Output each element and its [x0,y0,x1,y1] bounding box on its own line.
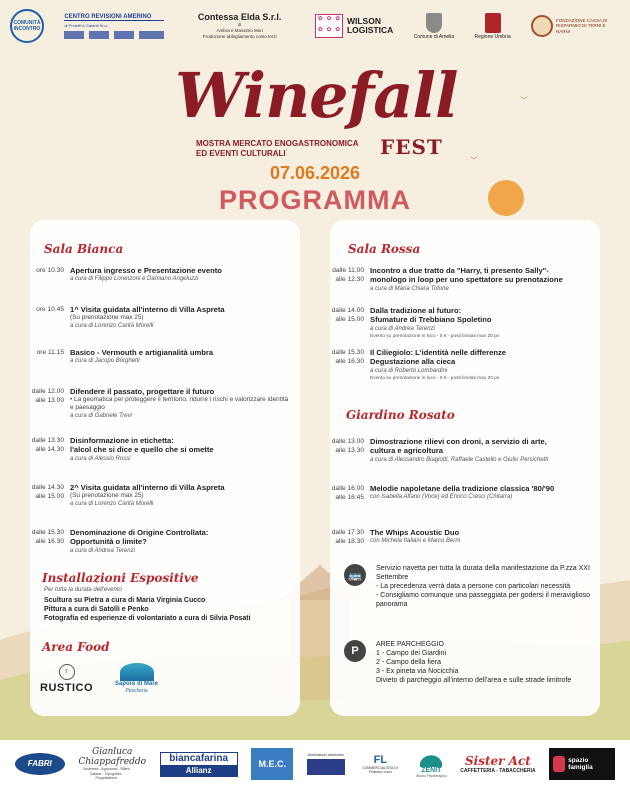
event-time: dalle 15.30 alle 16.30 [331,349,364,365]
installazione-item: Fotografia ed esperienze di volontariato a cura di Silvia Posati [44,615,251,622]
parcheggio-note: Divieto di parcheggio all'interno dell'area e sulle strade limitrofe [376,677,572,684]
rustico-logo [40,664,93,694]
sapore-label: Sapore di Mare [115,681,159,687]
sponsor-sister-act [460,755,535,774]
bianca-line2: Allianz [161,765,237,776]
parcheggio-text [376,640,591,685]
sponsor-fondazione [531,15,620,37]
event-title: 1^ Visita guidata all'interno di Villa Aspreta [70,305,225,314]
program-title: PROGRAMMA [219,185,411,215]
wilson-line2: LOGISTICA [346,25,394,35]
area-food-title: Area Food [42,640,110,654]
event-title: Incontro a due tratto da "Harry, ti presento Sally"- [370,266,549,275]
event-title: Basico - Vermouth e artigianalità umbra [70,348,214,357]
bus-icon: 🚌 [344,564,366,586]
event-by: con Michela Italiani e Marco Berni [370,538,461,545]
parking-icon: P [344,640,366,662]
schedule-item [30,387,292,421]
ambul-logo-icon [307,759,345,775]
schedule-item [330,484,596,502]
subtitle-line2: ED EVENTI CULTURALI [196,149,286,158]
event-note: • La geomatica per proteggere il territorio, ridurre i rischi e valorizzare identità e paesaggio [70,396,289,412]
installazioni-title: Installazioni Espositive [42,571,199,585]
event-by: a cura di Filippo Lorenzoni e Damiano Angeluzzi [70,276,199,283]
fondazione-label: FONDAZIONE CASSA DI RISPARMIO DI TERNI E NARNI [555,17,608,34]
sponsor-chiappafreddo [78,747,146,781]
event-title: Difendere il passato, progettare il futuro [70,387,215,396]
sapore-logo [115,663,158,694]
crc-sub: di Proietti & Galanti Sn.c [64,22,108,28]
sister-line2: CAFFETTERIA - TABACCHERIA [460,767,536,774]
rustico-mark-icon: r [59,664,75,680]
event-time: dalle 12.00 alle 13.00 [31,388,64,404]
sponsor-biancafarina [160,752,238,777]
wilson-logo-icon: ✿ ✿ ✿ ✿ ✿ ✿ [315,14,343,38]
sponsor-fl [358,754,402,775]
event-time: dalle 11.00 alle 12.30 [332,267,364,283]
comune-label: Comune di Amelia [413,33,455,40]
top-sponsors [10,6,620,46]
lotus-icon [420,751,442,767]
sala-bianca-title: Sala Bianca [44,242,124,256]
event-by: a cura di Gabriele Trevi [70,413,132,420]
event-title: 2^ Visita guidata all'interno di Villa Aspreta [70,483,225,492]
sponsor-regione [475,13,511,40]
bird-icon: ︶ [470,156,478,165]
event-by: a cura di Andrea Terenzi [70,547,135,554]
sponsor-fabri [15,753,65,775]
event-by: a cura di Roberto Lombardini [370,367,448,374]
event-by: a cura di Andrea Terenzi [370,325,435,332]
installazioni-sub: Per tutta la durata dell'evento [44,587,122,593]
elda-title: Contessa Elda S.r.l. [197,12,282,22]
event-title: Il Ciliegiolo: L'identità nelle differenze [370,348,506,357]
event-date: 07.06.2026 [269,163,361,183]
event-time: dalle 15.30 alle 16.30 [31,529,64,545]
event-title: Denominazione di Origine Controllata: [70,528,209,537]
event-title: Apertura ingresso e Presentazione evento [70,266,222,275]
sapore-sub: Pescheria [125,688,148,694]
event-by: a cura di Lorenzo Carità Morelli [70,323,154,330]
panel-right [330,220,600,716]
zenit-label: ZENIT [421,766,442,774]
event-title: Melodie napoletane della tradizione classica '80/'90 [370,484,555,493]
panel-left [30,220,300,716]
elda-line2: Ambra e Massimo Mori [216,28,263,33]
event-title: Disinformazione in etichetta: [70,436,174,445]
event-title-line2: Opportunità o limite? [70,537,147,547]
schedule-item [330,306,596,340]
event-by: a cura di Alessandro Biagiotti, Raffaele Castello e Giulio Persichetti [370,456,549,463]
chiap-line1: Gianluca [92,747,133,758]
elda-line3: Produzione abbigliamento conto terzi [202,34,277,39]
subtitle-line1: MOSTRA MERCATO ENOGASTRONOMICA [196,139,359,148]
event-title: Dimostrazione rilievi con droni, a servizio di arte, [370,437,547,446]
schedule-item [330,528,596,546]
bianca-line1: biancafarina [169,752,229,764]
sponsor-mec: M.E.C. [251,748,293,780]
bird-icon: ︶ [520,96,528,105]
spazio-logo-icon [553,756,565,772]
fest-label: FEST [380,135,443,159]
schedule-item [30,436,290,464]
installazioni-list [44,587,294,623]
wave-icon [120,663,154,681]
subtitle [196,139,376,159]
event-booking-note: Evento su prenotazione in loco - 5 € - posti limitati max 20 px [370,375,500,381]
regione-label: Regione Umbria [474,33,511,40]
schedule-item [30,483,290,509]
event-title: The Whips Acoustic Duo [370,528,460,537]
event-by: a cura di Alessio Rossi [70,455,131,462]
event-time: dalle 13.30 alle 14.30 [31,437,64,453]
schedule-item [330,348,596,382]
parcheggio-item: 3 - Ex pineta via Nocicchia [376,668,459,675]
fl-sub: COMMERCIALISTA Dr. Federico Lucci [362,765,399,774]
event-time: dalle 14.00 alle 15.00 [331,307,364,323]
cars-icon [64,31,164,39]
installazione-item: Scultura su Pietra a cura di Maria Virginia Cucco [44,597,206,604]
parcheggio-item: 1 - Campo dei Giardini [376,650,447,657]
navetta-info [344,564,591,609]
event-title-line2: Sfumature di Trebbiano Spoletino [370,315,492,325]
schedule-item [30,348,290,366]
sister-line1: Sister Act [465,753,531,768]
sponsor-zenit [416,751,447,778]
fondazione-seal-icon [531,15,553,37]
event-title-line2: l'alcol che si dice e quello che si omette [70,445,214,455]
comunita-logo: COMUNITÀ INCONTRO [10,9,44,43]
ambul-label: Ambulatorio veterinario [307,752,344,757]
navetta-line3: - Consigliamo comunque una passeggiata per godersi il meraviglioso panorama [376,592,591,608]
parcheggio-title: AREE PARCHEGGIO [376,641,444,648]
schedule-item [330,437,596,465]
event-by: a cura di Maria Chiara Tofone [370,285,449,292]
event-time: ore 10.30 [36,267,64,274]
sala-rossa-title: Sala Rossa [348,242,421,256]
crc-title: CENTRO REVISIONI AMERINO [64,14,164,21]
navetta-text [376,564,591,609]
bottom-sponsors [0,740,630,788]
regione-shield-icon [485,13,501,33]
schedule-item [30,305,290,331]
wilson-line1: WILSON [346,16,381,26]
elda-line1: di [237,22,242,27]
navetta-line1: Servizio navetta per tutta la durata della manifestazione da P.zza XXI Settembre [376,565,590,581]
schedule-item [30,528,290,556]
sun-icon [488,180,524,216]
event-title-line2: Degustazione alla cieca [370,357,456,367]
event-note: (Su prenotazione max 25) [70,314,144,322]
sponsor-comune [414,13,455,40]
winefall-logo: Winefall [175,59,458,132]
sponsor-comunita [10,9,44,43]
sponsor-ambulatorio [307,753,345,776]
event-time: ore 11.15 [36,349,64,356]
spazio-label: spazio famiglia [568,756,593,771]
sponsor-spazio-famiglia [549,748,615,780]
schedule-item [330,266,596,294]
giardino-title: Giardino Rosato [346,408,455,422]
event-time: dalle 14.30 alle 15.00 [31,484,64,500]
fabri-label: FABRI [15,753,65,775]
event-title-line2: monologo in loop per uno spettatore su prenotazione [370,275,563,285]
event-time: dalle 16.00 alle 16:45 [331,485,364,501]
rustico-label: RUSTICO [40,682,93,694]
event-time: dalle 17.30 alle 18.30 [331,529,364,545]
event-booking-note: Evento su prenotazione in loco - 5 € - posti limitati max 20 px [370,333,500,339]
installazione-item: Pittura a cura di Satolli e Penko [44,606,149,613]
event-note: (Su prenotazione max 25) [70,492,144,500]
event-by: con Isabella Alfano (Voce) ed Enrico Cresci (Chitarra) [370,494,513,501]
food-logos [40,663,158,694]
fl-label: FL [373,753,388,766]
title-area [0,55,630,225]
event-by: a cura di Lorenzo Carità Morelli [70,501,154,508]
sponsor-crc [64,9,164,43]
sponsor-elda [185,12,295,40]
zenit-sub: Studio Fisioterapico [415,773,447,778]
sponsor-wilson [315,14,393,38]
navetta-line2: - La precedenza verrà data a persone con particolari necessità [376,583,571,590]
chiap-line2: Chiappafreddo [78,757,147,768]
event-title-line2: cultura e agricoltura [370,446,444,456]
event-title: Dalla tradizione al futuro: [370,306,462,315]
event-by: a cura di Jacopo Borghetti [70,358,140,365]
comune-shield-icon [426,13,442,33]
parcheggio-info [344,640,591,685]
parcheggio-item: 2 - Campo della fiera [376,659,441,666]
event-time: dalle 13.00 alle 13.30 [331,438,364,454]
event-time: ore 10.45 [36,306,64,313]
schedule-item [30,266,290,284]
chiap-line3: Geometra - Agronomo - Rilievi Catasto - Topografia - Progettazione [82,767,130,781]
